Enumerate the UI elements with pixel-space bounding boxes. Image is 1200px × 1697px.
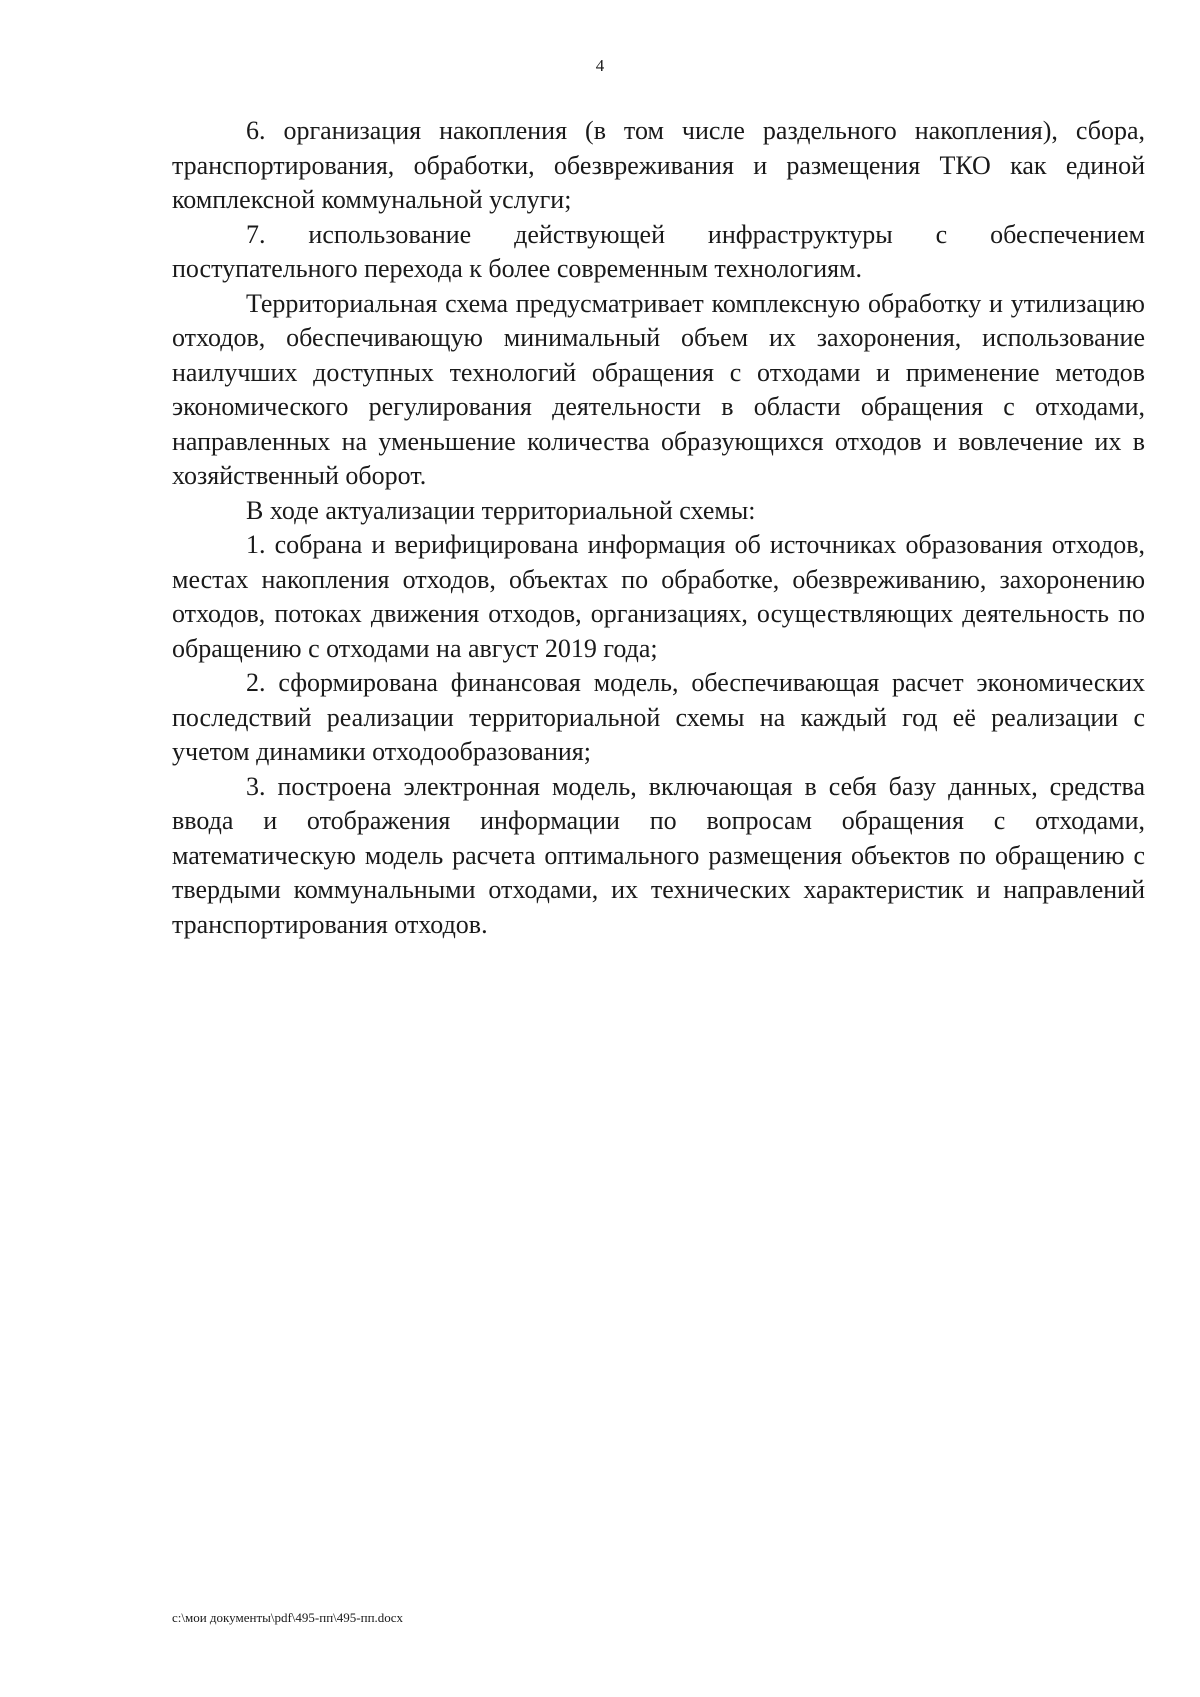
paragraph-actualization-item-3: 3. построена электронная модель, включающая в себя базу данных, средства ввода и отображения информации по вопросам обращения с отходами, математическую модель расчета оптимального размещения объектов по обращению с твердыми коммунальными отходами, их технических характеристик и направлений транспортирования отходов. xyxy=(172,771,1145,939)
document-body xyxy=(172,114,1145,942)
paragraph-territorial-scheme: Территориальная схема предусматривает комплексную обработку и утилизацию отходов, обеспечивающую минимальный объем их захоронения, использование наилучших доступных технологий обращения с отходами и применение методов экономического регулирования деятельности в области обращения с отходами, направленных на уменьшение количества образующихся отходов и вовлечение их в хозяйственный оборот. xyxy=(172,288,1145,490)
paragraph-actualization-intro: В ходе актуализации территориальной схемы: xyxy=(246,495,756,525)
page-number: 4 xyxy=(595,56,605,75)
footer-file-path: c:\мои документы\pdf\495-пп\495-пп.docx xyxy=(172,1610,404,1625)
paragraph-item-6: 6. организация накопления (в том числе раздельного накопления), сбора, транспортирования, обработки, обезвреживания и размещения ТКО как единой комплексной коммунальной услуги; xyxy=(172,116,1145,214)
paragraph-actualization-item-1: 1. собрана и верифицирована информация об источниках образования отходов, местах накопления отходов, объектах по обработке, обезвреживанию, захоронению отходов, потоках движения отходов, организациях, осуществляющих деятельность по обращению с отходами на август 2019 года; xyxy=(172,530,1145,663)
paragraph-item-7: 7. использование действующей инфраструктуры с обеспечением поступательного перехода к более современным технологиям. xyxy=(172,219,1145,283)
paragraph-actualization-item-2: 2. сформирована финансовая модель, обеспечивающая расчет экономических последствий реализации территориальной схемы на каждый год её реализации с учетом динамики отходообразования; xyxy=(172,668,1145,766)
